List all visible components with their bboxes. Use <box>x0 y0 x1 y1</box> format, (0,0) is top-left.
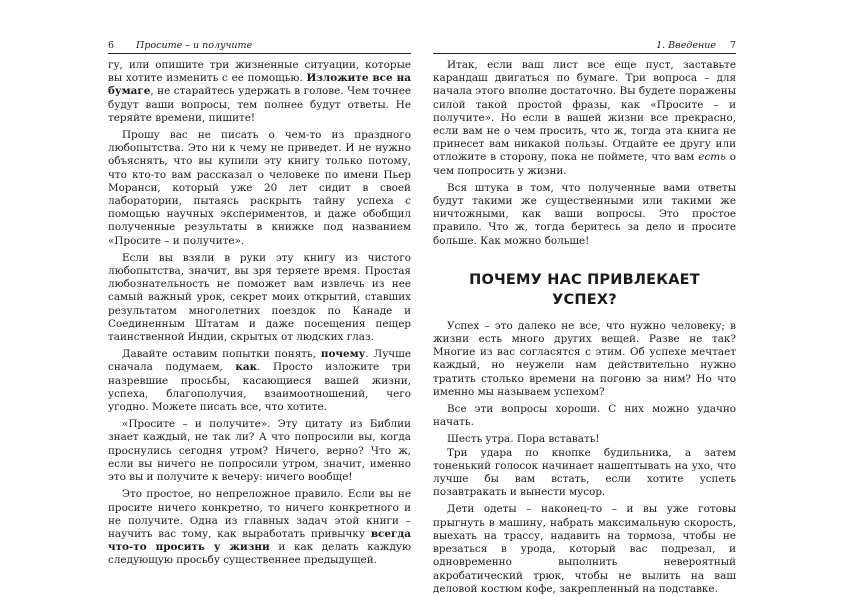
left-paragraph-2: Прошу вас не писать о чем-то из праздного любопытства. Это ни к чему не приведет. И не нужно объяснять, что вы купили эту книгу только потому, что кто-то вам рассказал о человеке по имени Пьер Моранси, который уже 20 лет сидит в своей лаборатории, пытаясь раскрыть тайну успеха с помощью научных экспериментов, и даже обобщил полученные результаты в книжке под названием «Просите – и получите». <box>108 129 411 247</box>
left-page-number: 6 <box>108 40 115 51</box>
right-running-head: 1. Введение <box>656 40 716 51</box>
right-paragraph-2: Вся штука в том, что полученные вами ответы будут такими же существенными или такими же ничтожными, как ваши вопросы. Это простое правило. Что ж, тогда беритесь за дело и просите больше. Как можно больше! <box>433 181 736 247</box>
left-paragraph-6: Это простое, но непреложное правило. Если вы не просите ничего конкретно, то ничего конкретного и не получите. Одна из главных задач этой книги – научить вас тому, как выработать привычку всегда что-то просить у жизни и как делать каждую следующую просьбу существеннее предыдущей. <box>108 488 411 567</box>
left-page <box>108 40 411 568</box>
right-page-number: 7 <box>729 40 736 51</box>
left-paragraph-5: «Просите – и получите». Эту цитату из Библии знает каждый, не так ли? А что попросили вы, когда проснулись сегодня утром? Ничего, верно? Что ж, если вы ничего не попросили утром, значит, именно это вы и получите к вечеру: ничего вообще! <box>108 418 411 484</box>
left-page-header <box>108 40 411 54</box>
section-heading <box>433 270 736 310</box>
right-page <box>433 40 736 596</box>
left-running-head: Просите – и получите <box>136 40 253 51</box>
left-paragraph-4: Давайте оставим попытки понять, почему. Лучше сначала подумаем, как. Просто изложите три назревшие просьбы, касающиеся вашей жизни, успеха, благополучия, взаимоотношений, чего угодно. Можете писать все, что хотите. <box>108 348 411 414</box>
right-paragraph-6: Три удара по кнопке будильника, а затем тоненький голосок начинает нашептывать на ухо, что лучше бы вам встать, если хотите успеть позавтракать и вынести мусор. <box>433 446 736 499</box>
right-paragraph-3: Успех – это далеко не все, что нужно человеку; в жизни есть много других вещей. Разве не так? Многие из вас согласятся с этим. Об успехе мечтает каждый, но неужели нам действительно нужно тратить столько времени на погоню за ним? Но что именно мы называем успехом? <box>433 319 736 398</box>
right-paragraph-1: Итак, если ваш лист все еще пуст, заставьте карандаш двигаться по бумаге. Три вопроса – для начала этого вполне достаточно. Вы будете поражены силой такой простой фразы, как «Просите – и получите». Но если в вашей жизни все прекрасно, если вам не о чем просить, что ж, тогда эта книга не принесет вам никакой пользы. Отдайте ее другу или отложите в сторону, пока не поймете, что вам есть о чем попросить у жизни. <box>433 59 736 177</box>
right-paragraph-7: Дети одеты – наконец-то – и вы уже готовы прыгнуть в машину, набрать максимальную скорость, выехать на трассу, надавить на тормоза, чтобы не врезаться в урода, который вас подрезал, и одновременно выполнить невероятный акробатический трюк, чтобы не вылить на ваш деловой костюм кофе, закрепленный на подставке. <box>433 503 736 595</box>
left-paragraph-1: гу, или опишите три жизненные ситуации, которые вы хотите изменить с ее помощью. Изложите все на бумаге, не старайтесь удержать в голове. Чем точнее будут ваши вопросы, тем полнее будут ответы. Не теряйте времени, пишите! <box>108 59 411 124</box>
right-page-header <box>433 40 736 54</box>
left-paragraph-3: Если вы взяли в руки эту книгу из чистого любопытства, значит, вы зря теряете время. Простая любознательность не поможет вам извлечь из нее самый важный урок, секрет моих открытий, ставших результатом многолетних поездок по Канаде и Соединенным Штатам и даже посещения пещер таинственной Индии, скрытых от людских глаз. <box>108 251 411 344</box>
section-heading-line-1: ПОЧЕМУ НАС ПРИВЛЕКАЕТ <box>469 271 700 288</box>
right-paragraph-4: Все эти вопросы хороши. С них можно удачно начать. <box>433 403 736 429</box>
section-heading-line-2: УСПЕХ? <box>552 291 617 308</box>
right-paragraph-5: Шесть утра. Пора вставать! <box>447 433 600 446</box>
